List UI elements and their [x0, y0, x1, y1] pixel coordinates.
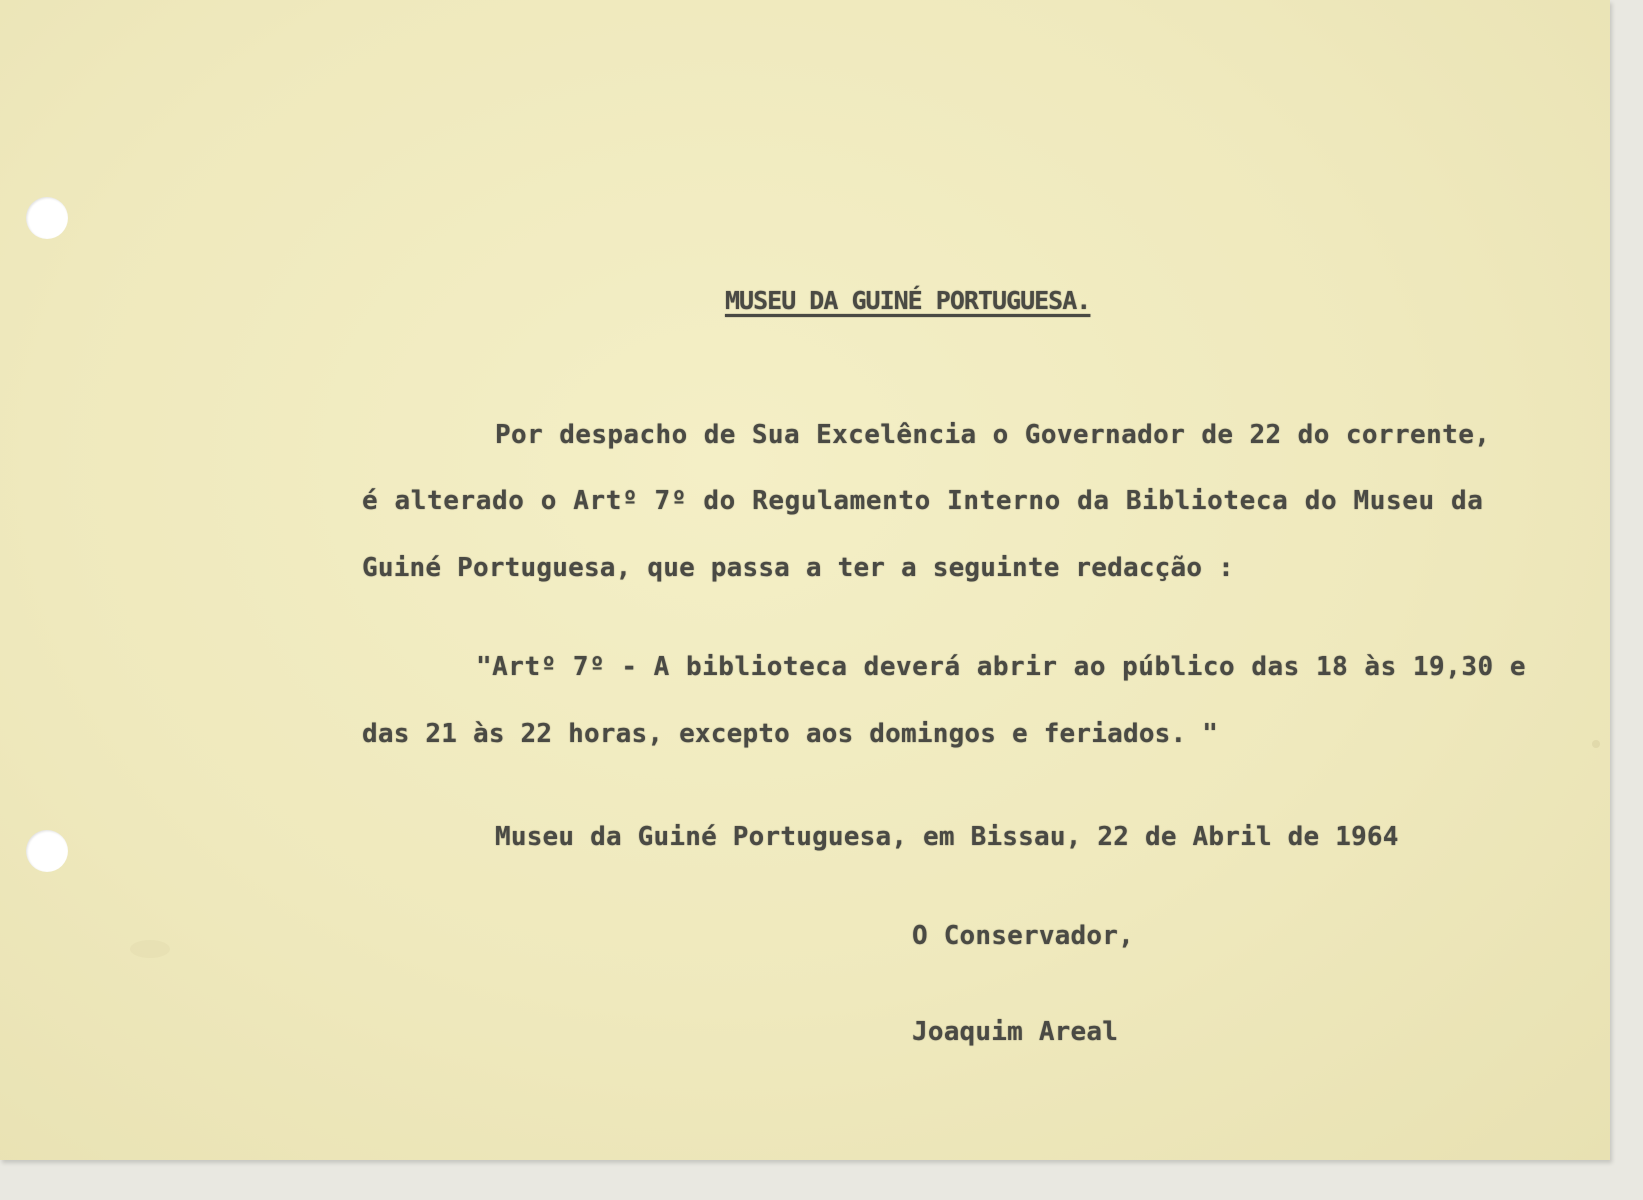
- quote-line-2: das 21 às 22 horas, excepto aos domingos e feriados. ": [362, 719, 1219, 749]
- paper-stain: [130, 940, 170, 958]
- place-date: Museu da Guiné Portuguesa, em Bissau, 22 de Abril de 1964: [495, 822, 1399, 852]
- punch-hole-top: [26, 197, 68, 239]
- paragraph-line-3: Guiné Portuguesa, que passa a ter a seguinte redacção :: [362, 553, 1234, 583]
- document-heading: MUSEU DA GUINÉ PORTUGUESA.: [725, 286, 1091, 315]
- signatory-name: Joaquim Areal: [912, 1017, 1119, 1047]
- punch-hole-bottom: [26, 830, 68, 872]
- paper-stain: [1592, 740, 1600, 748]
- signatory-title: O Conservador,: [912, 921, 1134, 951]
- paragraph-line-2: é alterado o Artº 7º do Regulamento Interno da Biblioteca do Museu da: [362, 486, 1484, 516]
- paragraph-line-1: Por despacho de Sua Excelência o Governador de 22 do corrente,: [495, 420, 1491, 450]
- quote-line-1: "Artº 7º - A biblioteca deverá abrir ao público das 18 às 19,30 e: [476, 652, 1526, 682]
